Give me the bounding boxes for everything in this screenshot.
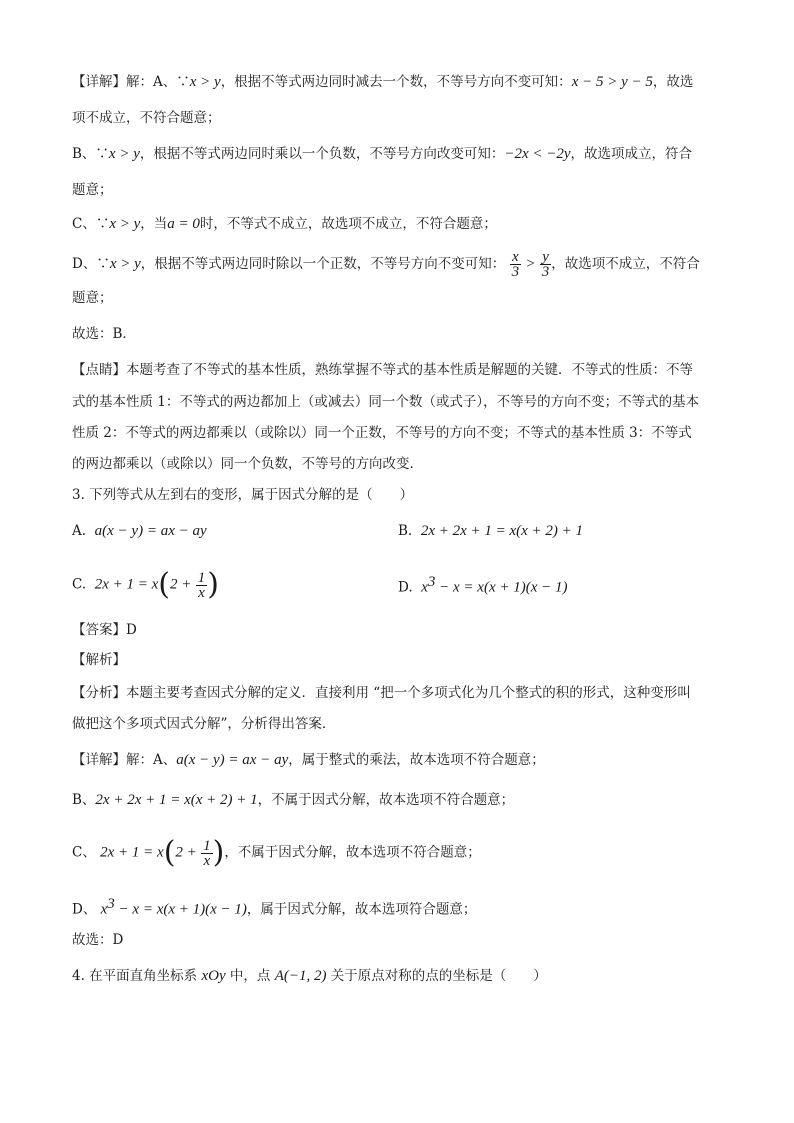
q3-analysis-label: 【解析】 [72,652,126,668]
q3-option-a: A. a(x − y) = ax − ay [72,523,207,539]
q3-option-d: D. $x^3 - x = x(x + 1)(x - 1)$ [398,574,568,596]
detail-a-line: 【详解】解：A、∵x > y，根据不等式两边同时减去一个数，不等号方向不变可知：x − 5 > y − 5，故选 [72,74,694,90]
detail-d-cont: 题意； [72,290,113,306]
q3-answer: 【答案】D [72,622,137,638]
fraction-1-over-x: $\frac{1}{x}$ [197,569,206,601]
q3-option-c: C. 2x + 1 = x(2 + $\frac{1}{x}$ ) [72,567,219,602]
detail-choice: 故选：B． [72,326,136,342]
comment-line-3: 性质 2：不等式的两边都乘以（或除以）同一个正数，不等号的方向不变；不等式的基本性质 3：不等式 [72,425,692,441]
q3-choice: 故选：D [72,932,124,948]
detail-b-line: B、∵x > y，根据不等式两边同时乘以一个负数，不等号方向改变可知：−2x < −2y，故选项成立，符合 [72,146,693,162]
detail-b-cont: 题意； [72,182,113,198]
q3-detail-c: C、 2x + 1 = x(2 + $\frac{1}{x}$ )，不属于因式分解，故本选项不符合题意； [72,835,481,870]
detail-c-line: C、∵x > y，当a = 0时，不等式不成立，故选项不成立，不符合题意； [72,216,497,232]
detail-a-cont: 项不成立，不符合题意； [72,110,221,126]
detail-d-line: D、∵x > y，根据不等式两边同时除以一个正数，不等号方向不变可知： $\frac{x}{3}$ > $\frac{y}{3}$ ，故选项不成立，不符合 [72,249,700,280]
comment-line-1: 【点睛】本题考查了不等式的基本性质，熟练掌握不等式的基本性质是解题的关键．不等式的性质：不等 [72,362,693,378]
q3-fenxi-line-2: 做把这个多项式因式分解”，分析得出答案． [72,716,336,732]
q3-detail-a: 【详解】解：A、a(x − y) = ax − ay，属于整式的乘法，故本选项不符合题意； [72,752,545,768]
q3-detail-b: B、2x + 2x + 1 = x(x + 2) + 1，不属于因式分解，故本选项不符合题意； [72,792,515,808]
q3-option-b: B. 2x + 2x + 1 = x(x + 2) + 1 [398,523,584,539]
q3-fenxi-line-1: 【分析】本题主要考查因式分解的定义．直接利用 “把一个多项式化为几个整式的积的形式，这种变形叫 [72,685,691,701]
fraction-x-over-3: $\frac{x}{3}$ [511,249,520,280]
fraction-y-over-3: $\frac{y}{3}$ [541,249,550,280]
comment-line-2: 式的基本性质 1：不等式的两边都加上（或减去）同一个数（或式子），不等号的方向不变；不等式的基本 [72,394,700,410]
question-4-stem: 4. 在平面直角坐标系 xOy 中，点 A(−1, 2) 关于原点对称的点的坐标是（ ） [72,968,547,984]
q3-detail-d: D、 $x^3 - x = x(x + 1)(x - 1)$，属于因式分解，故本选项符合题意； [72,896,477,918]
question-3-stem: 3. 下列等式从左到右的变形，属于因式分解的是（ ） [72,487,414,503]
comment-line-4: 的两边都乘以（或除以）同一个负数，不等号的方向改变． [72,456,423,472]
fraction-1-over-x-detail: $\frac{1}{x}$ [203,837,211,869]
